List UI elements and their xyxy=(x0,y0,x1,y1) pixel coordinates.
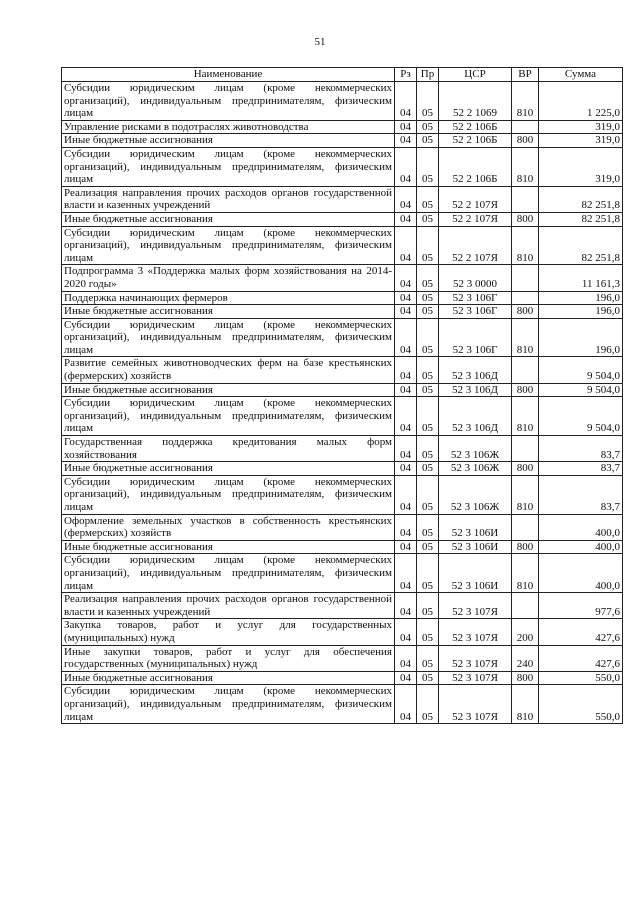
cell-csr: 52 3 106И xyxy=(439,514,512,540)
cell-rz: 04 xyxy=(395,226,417,265)
cell-sum: 9 504,0 xyxy=(539,357,623,383)
cell-csr: 52 3 106Ж xyxy=(439,436,512,462)
cell-pr: 05 xyxy=(417,685,439,724)
table-row xyxy=(62,186,623,212)
table-row xyxy=(62,436,623,462)
cell-rz: 04 xyxy=(395,265,417,291)
cell-sum: 550,0 xyxy=(539,685,623,724)
header-csr: ЦСР xyxy=(439,68,512,82)
cell-csr: 52 3 107Я xyxy=(439,645,512,671)
cell-sum: 1 225,0 xyxy=(539,82,623,121)
table-row xyxy=(62,475,623,514)
cell-name: Развитие семейных животноводческих ферм на базе крестьянских (фермерских) хозяйств xyxy=(62,357,395,383)
cell-name: Поддержка начинающих фермеров xyxy=(62,291,395,305)
cell-pr: 05 xyxy=(417,357,439,383)
cell-csr: 52 3 106Г xyxy=(439,318,512,357)
cell-name: Реализация направления прочих расходов органов государственной власти и казенных учреждений xyxy=(62,593,395,619)
cell-pr: 05 xyxy=(417,645,439,671)
cell-pr: 05 xyxy=(417,291,439,305)
cell-sum: 82 251,8 xyxy=(539,226,623,265)
cell-rz: 04 xyxy=(395,305,417,319)
cell-pr: 05 xyxy=(417,212,439,226)
page-number: 51 xyxy=(314,36,326,48)
cell-name: Иные закупки товаров, работ и услуг для обеспечения государственных (муниципальных) нужд xyxy=(62,645,395,671)
table-header-row xyxy=(62,68,623,82)
cell-csr: 52 3 0000 xyxy=(439,265,512,291)
cell-name: Субсидии юридическим лицам (кроме некоммерческих организаций), индивидуальным предпринимателям, физическим лицам xyxy=(62,475,395,514)
cell-vr: 810 xyxy=(512,226,539,265)
cell-name: Субсидии юридическим лицам (кроме некоммерческих организаций), индивидуальным предпринимателям, физическим лицам xyxy=(62,554,395,593)
table-row xyxy=(62,685,623,724)
cell-pr: 05 xyxy=(417,134,439,148)
cell-sum: 400,0 xyxy=(539,540,623,554)
table-row xyxy=(62,619,623,645)
cell-pr: 05 xyxy=(417,514,439,540)
cell-vr: 800 xyxy=(512,383,539,397)
cell-rz: 04 xyxy=(395,436,417,462)
cell-sum: 400,0 xyxy=(539,554,623,593)
table-row xyxy=(62,540,623,554)
cell-sum: 977,6 xyxy=(539,593,623,619)
cell-csr: 52 3 106И xyxy=(439,554,512,593)
cell-name: Иные бюджетные ассигнования xyxy=(62,462,395,476)
table-row xyxy=(62,383,623,397)
cell-pr: 05 xyxy=(417,305,439,319)
cell-name: Иные бюджетные ассигнования xyxy=(62,540,395,554)
cell-rz: 04 xyxy=(395,619,417,645)
cell-vr: 200 xyxy=(512,619,539,645)
cell-vr xyxy=(512,186,539,212)
cell-csr: 52 3 107Я xyxy=(439,619,512,645)
cell-name: Реализация направления прочих расходов органов государственной власти и казенных учреждений xyxy=(62,186,395,212)
cell-csr: 52 3 106Д xyxy=(439,397,512,436)
cell-name: Иные бюджетные ассигнования xyxy=(62,305,395,319)
cell-vr xyxy=(512,357,539,383)
cell-rz: 04 xyxy=(395,134,417,148)
cell-sum: 427,6 xyxy=(539,645,623,671)
cell-rz: 04 xyxy=(395,475,417,514)
cell-rz: 04 xyxy=(395,462,417,476)
cell-sum: 319,0 xyxy=(539,120,623,134)
cell-sum: 550,0 xyxy=(539,671,623,685)
cell-sum: 11 161,3 xyxy=(539,265,623,291)
cell-rz: 04 xyxy=(395,291,417,305)
cell-csr: 52 3 106Г xyxy=(439,291,512,305)
cell-sum: 319,0 xyxy=(539,147,623,186)
cell-pr: 05 xyxy=(417,265,439,291)
header-vr: ВР xyxy=(512,68,539,82)
cell-rz: 04 xyxy=(395,82,417,121)
cell-vr: 800 xyxy=(512,134,539,148)
cell-vr: 800 xyxy=(512,305,539,319)
cell-name: Субсидии юридическим лицам (кроме некоммерческих организаций), индивидуальным предпринимателям, физическим лицам xyxy=(62,685,395,724)
cell-name: Субсидии юридическим лицам (кроме некоммерческих организаций), индивидуальным предпринимателям, физическим лицам xyxy=(62,397,395,436)
header-sum: Сумма xyxy=(539,68,623,82)
cell-pr: 05 xyxy=(417,226,439,265)
cell-name: Иные бюджетные ассигнования xyxy=(62,383,395,397)
header-rz: Рз xyxy=(395,68,417,82)
cell-csr: 52 3 106И xyxy=(439,540,512,554)
cell-pr: 05 xyxy=(417,82,439,121)
cell-pr: 05 xyxy=(417,436,439,462)
cell-csr: 52 2 107Я xyxy=(439,212,512,226)
cell-pr: 05 xyxy=(417,671,439,685)
cell-sum: 427,6 xyxy=(539,619,623,645)
cell-csr: 52 3 106Ж xyxy=(439,475,512,514)
cell-name: Субсидии юридическим лицам (кроме некоммерческих организаций), индивидуальным предпринимателям, физическим лицам xyxy=(62,226,395,265)
cell-vr: 800 xyxy=(512,212,539,226)
table-row xyxy=(62,291,623,305)
header-name: Наименование xyxy=(62,68,395,82)
budget-table xyxy=(61,67,623,724)
cell-sum: 82 251,8 xyxy=(539,212,623,226)
cell-sum: 196,0 xyxy=(539,291,623,305)
cell-csr: 52 3 107Я xyxy=(439,671,512,685)
cell-sum: 196,0 xyxy=(539,305,623,319)
cell-sum: 400,0 xyxy=(539,514,623,540)
cell-name: Субсидии юридическим лицам (кроме некоммерческих организаций), индивидуальным предпринимателям, физическим лицам xyxy=(62,318,395,357)
table-row xyxy=(62,82,623,121)
table-row xyxy=(62,212,623,226)
cell-csr: 52 3 106Д xyxy=(439,383,512,397)
table-row xyxy=(62,226,623,265)
cell-vr: 810 xyxy=(512,685,539,724)
cell-name: Субсидии юридическим лицам (кроме некоммерческих организаций), индивидуальным предпринимателям, физическим лицам xyxy=(62,147,395,186)
cell-rz: 04 xyxy=(395,383,417,397)
cell-vr: 800 xyxy=(512,540,539,554)
cell-csr: 52 3 106Г xyxy=(439,305,512,319)
cell-vr xyxy=(512,120,539,134)
cell-sum: 9 504,0 xyxy=(539,383,623,397)
header-pr: Пр xyxy=(417,68,439,82)
cell-csr: 52 3 106Ж xyxy=(439,462,512,476)
cell-csr: 52 2 107Я xyxy=(439,186,512,212)
cell-sum: 83,7 xyxy=(539,462,623,476)
table-row xyxy=(62,645,623,671)
table-row xyxy=(62,397,623,436)
table-row xyxy=(62,357,623,383)
table-row xyxy=(62,305,623,319)
cell-rz: 04 xyxy=(395,593,417,619)
cell-vr: 810 xyxy=(512,475,539,514)
cell-csr: 52 2 1069 xyxy=(439,82,512,121)
cell-vr: 810 xyxy=(512,397,539,436)
cell-sum: 82 251,8 xyxy=(539,186,623,212)
cell-name: Субсидии юридическим лицам (кроме некоммерческих организаций), индивидуальным предпринимателям, физическим лицам xyxy=(62,82,395,121)
cell-rz: 04 xyxy=(395,120,417,134)
table-row xyxy=(62,147,623,186)
cell-vr: 810 xyxy=(512,318,539,357)
cell-csr: 52 3 107Я xyxy=(439,685,512,724)
cell-rz: 04 xyxy=(395,186,417,212)
cell-rz: 04 xyxy=(395,397,417,436)
table-row xyxy=(62,671,623,685)
cell-pr: 05 xyxy=(417,383,439,397)
table-row xyxy=(62,462,623,476)
cell-rz: 04 xyxy=(395,540,417,554)
cell-name: Закупка товаров, работ и услуг для государственных (муниципальных) нужд xyxy=(62,619,395,645)
cell-csr: 52 2 106Б xyxy=(439,147,512,186)
table-row xyxy=(62,514,623,540)
cell-csr: 52 2 106Б xyxy=(439,120,512,134)
cell-name: Иные бюджетные ассигнования xyxy=(62,212,395,226)
cell-pr: 05 xyxy=(417,593,439,619)
table-row xyxy=(62,318,623,357)
table-row xyxy=(62,593,623,619)
cell-vr xyxy=(512,291,539,305)
cell-pr: 05 xyxy=(417,318,439,357)
cell-name: Оформление земельных участков в собственность крестьянских (фермерских) хозяйств xyxy=(62,514,395,540)
cell-name: Государственная поддержка кредитования малых форм хозяйствования xyxy=(62,436,395,462)
cell-vr: 800 xyxy=(512,671,539,685)
cell-csr: 52 3 107Я xyxy=(439,593,512,619)
cell-csr: 52 2 106Б xyxy=(439,134,512,148)
table-row xyxy=(62,265,623,291)
cell-sum: 83,7 xyxy=(539,475,623,514)
cell-rz: 04 xyxy=(395,212,417,226)
cell-name: Подпрограмма 3 «Поддержка малых форм хозяйствования на 2014-2020 годы» xyxy=(62,265,395,291)
table-row xyxy=(62,554,623,593)
cell-vr: 810 xyxy=(512,147,539,186)
cell-rz: 04 xyxy=(395,514,417,540)
cell-vr: 240 xyxy=(512,645,539,671)
cell-vr: 810 xyxy=(512,554,539,593)
cell-rz: 04 xyxy=(395,554,417,593)
cell-pr: 05 xyxy=(417,147,439,186)
cell-vr xyxy=(512,265,539,291)
cell-pr: 05 xyxy=(417,462,439,476)
cell-csr: 52 3 106Д xyxy=(439,357,512,383)
cell-name: Иные бюджетные ассигнования xyxy=(62,671,395,685)
table-row xyxy=(62,120,623,134)
cell-vr xyxy=(512,593,539,619)
cell-pr: 05 xyxy=(417,540,439,554)
cell-sum: 196,0 xyxy=(539,318,623,357)
cell-pr: 05 xyxy=(417,475,439,514)
cell-pr: 05 xyxy=(417,619,439,645)
cell-vr: 800 xyxy=(512,462,539,476)
cell-sum: 9 504,0 xyxy=(539,397,623,436)
cell-name: Иные бюджетные ассигнования xyxy=(62,134,395,148)
cell-name: Управление рисками в подотраслях животноводства xyxy=(62,120,395,134)
cell-sum: 83,7 xyxy=(539,436,623,462)
cell-pr: 05 xyxy=(417,186,439,212)
cell-pr: 05 xyxy=(417,397,439,436)
cell-vr: 810 xyxy=(512,82,539,121)
table-row xyxy=(62,134,623,148)
cell-sum: 319,0 xyxy=(539,134,623,148)
cell-pr: 05 xyxy=(417,120,439,134)
cell-rz: 04 xyxy=(395,685,417,724)
cell-rz: 04 xyxy=(395,357,417,383)
cell-rz: 04 xyxy=(395,318,417,357)
cell-rz: 04 xyxy=(395,645,417,671)
cell-vr xyxy=(512,436,539,462)
cell-rz: 04 xyxy=(395,671,417,685)
cell-pr: 05 xyxy=(417,554,439,593)
cell-vr xyxy=(512,514,539,540)
cell-csr: 52 2 107Я xyxy=(439,226,512,265)
cell-rz: 04 xyxy=(395,147,417,186)
